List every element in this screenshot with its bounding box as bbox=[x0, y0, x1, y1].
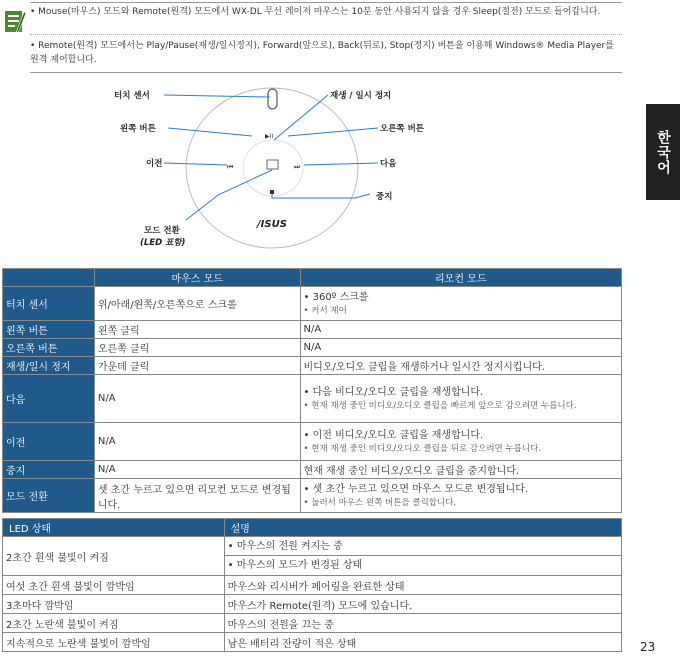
cell-led-status: 2초간 흰색 불빛이 켜짐 bbox=[3, 537, 225, 576]
cell-mouse: 가운데 클릭 bbox=[94, 357, 300, 375]
table-row bbox=[3, 595, 622, 614]
next-icon: ⏭ bbox=[294, 163, 301, 171]
note-bottom-rule bbox=[30, 72, 622, 73]
led-table-header bbox=[3, 519, 622, 537]
row-label-left-button: 왼쪽 버튼 bbox=[3, 321, 95, 339]
cell-description: 마우스가 Remote(원격) 모드에 있습니다. bbox=[224, 595, 621, 614]
header-empty bbox=[3, 269, 95, 287]
note-divider bbox=[30, 34, 622, 35]
cell-remote bbox=[300, 479, 621, 513]
label-led-indicator: (LED 표함) bbox=[140, 238, 186, 248]
label-play-pause: 재생 / 일시 정지 bbox=[330, 91, 392, 101]
header-led-status: LED 상태 bbox=[3, 519, 225, 537]
label-stop: 중지 bbox=[376, 192, 393, 202]
desc-item: • 마우스의 모드가 변경된 상태 bbox=[227, 560, 363, 571]
asus-logo: /ISUS bbox=[257, 219, 287, 230]
table-row bbox=[3, 423, 622, 461]
cell-mouse: 셋 초간 누르고 있으면 리모컨 모드로 변경됩니다. bbox=[94, 479, 300, 513]
cell-remote bbox=[300, 375, 621, 423]
table-row bbox=[3, 633, 622, 652]
desc-item: • 마우스의 전원 켜지는 중 bbox=[225, 537, 621, 556]
cell-mouse: 왼쪽 클릭 bbox=[94, 321, 300, 339]
remote-item: • 이전 비디오/오디오 클립을 재생합니다. bbox=[303, 429, 484, 441]
label-next: 다음 bbox=[380, 159, 397, 169]
cell-remote bbox=[300, 423, 621, 461]
cell-led-status: 3초마다 깜박임 bbox=[3, 595, 225, 614]
row-label-next: 다음 bbox=[3, 375, 95, 423]
table-row bbox=[3, 479, 622, 513]
note-item-remote: • Remote(원격) 모드에서는 Play/Pause(재생/일시정지), Forward(앞으로), Back(뒤로), Stop(정지) 버튼을 이용해 Windows® Media Player를 원격 제어합니다. bbox=[30, 41, 614, 65]
table-row bbox=[3, 321, 622, 339]
mode-table-header bbox=[3, 269, 622, 287]
cell-remote bbox=[300, 287, 621, 321]
table-row bbox=[3, 357, 622, 375]
cell-description: 남은 배터리 잔량이 적은 상태 bbox=[224, 633, 621, 652]
table-row bbox=[3, 576, 622, 595]
row-label-stop: 중지 bbox=[3, 461, 95, 479]
mode-table bbox=[2, 268, 622, 513]
table-row bbox=[3, 339, 622, 357]
table-row bbox=[3, 614, 622, 633]
remote-item: • 현재 재생 중인 비디오/오디오 클립을 뒤로 감으려면 누릅니다. bbox=[303, 443, 541, 454]
row-label-right-button: 오른쪽 버튼 bbox=[3, 339, 95, 357]
play-pause-icon: ▶II bbox=[265, 133, 274, 140]
cell-mouse: 오른쪽 클릭 bbox=[94, 339, 300, 357]
cell-remote: N/A bbox=[300, 321, 621, 339]
remote-item: • 다음 비디오/오디오 클립을 재생합니다. bbox=[303, 386, 484, 398]
table-row bbox=[3, 287, 622, 321]
remote-item: • 현재 재생 중인 비디오/오디오 클립을 빠르게 앞으로 감으려면 누릅니다. bbox=[303, 400, 577, 411]
header-description: 설명 bbox=[224, 519, 621, 537]
cell-mouse: 위/아래/왼쪽/오른쪽으로 스크롤 bbox=[94, 287, 300, 321]
cell-mouse: N/A bbox=[94, 375, 300, 423]
header-mouse-mode: 마우스 모드 bbox=[94, 269, 300, 287]
cell-description: 마우스와 리시버가 페어링을 완료한 상태 bbox=[224, 576, 621, 595]
label-previous: 이전 bbox=[146, 159, 163, 169]
label-mode-switch: 모드 전환 bbox=[144, 226, 180, 236]
row-label-play-pause: 재생/일시 정지 bbox=[3, 357, 95, 375]
cell-description bbox=[224, 537, 621, 576]
label-left-button: 왼쪽 버튼 bbox=[120, 124, 156, 134]
table-row bbox=[3, 537, 622, 576]
cell-mouse: N/A bbox=[94, 423, 300, 461]
note-item-sleep: • Mouse(마우스) 모드와 Remote(원격) 모드에서 WX-DL 무선 레이저 마우스는 10분 동안 사용되지 않을 경우 Sleep(절전) 모드로 들어갑니다. bbox=[30, 7, 601, 17]
header-remote-mode: 리모컨 모드 bbox=[300, 269, 621, 287]
note-top-rule bbox=[30, 2, 622, 3]
cell-led-status: 여섯 초간 흰색 불빛이 깜박임 bbox=[3, 576, 225, 595]
page-number: 23 bbox=[640, 640, 656, 654]
cell-mouse: N/A bbox=[94, 461, 300, 479]
remote-item: • 셋 초간 누르고 있으면 마우스 모드로 변경됩니다. bbox=[303, 483, 529, 495]
note-pencil-icon bbox=[4, 8, 26, 34]
cell-led-status: 지속적으로 노란색 불빛이 깜박임 bbox=[3, 633, 225, 652]
row-label-touch-sensor: 터치 센서 bbox=[3, 287, 95, 321]
language-tab: 한국어 bbox=[646, 104, 680, 200]
cell-remote: 현재 재생 중인 비디오/오디오 클립을 중지합니다. bbox=[300, 461, 621, 479]
table-row bbox=[3, 461, 622, 479]
cell-remote: 비디오/오디오 클립을 재생하거나 일시간 정지시킵니다. bbox=[300, 357, 621, 375]
row-label-mode-switch: 모드 전환 bbox=[3, 479, 95, 513]
cell-remote: N/A bbox=[300, 339, 621, 357]
cell-led-status: 2초간 노란색 불빛이 켜짐 bbox=[3, 614, 225, 633]
row-label-previous: 이전 bbox=[3, 423, 95, 461]
remote-item: • 360º 스크롤 bbox=[303, 291, 369, 303]
table-row bbox=[3, 375, 622, 423]
previous-icon: ⏮ bbox=[227, 163, 234, 171]
remote-item: • 눌러서 마우스 왼쪽 버튼을 클릭합니다. bbox=[303, 497, 457, 508]
remote-item: • 커서 제어 bbox=[303, 305, 347, 316]
cell-description: 마우스의 전원을 끄는 중 bbox=[224, 614, 621, 633]
stop-icon bbox=[270, 190, 274, 194]
label-right-button: 오른쪽 버튼 bbox=[380, 124, 425, 134]
mouse-diagram bbox=[100, 80, 430, 260]
led-table bbox=[2, 518, 622, 652]
label-touch-sensor: 터치 센서 bbox=[114, 91, 150, 101]
